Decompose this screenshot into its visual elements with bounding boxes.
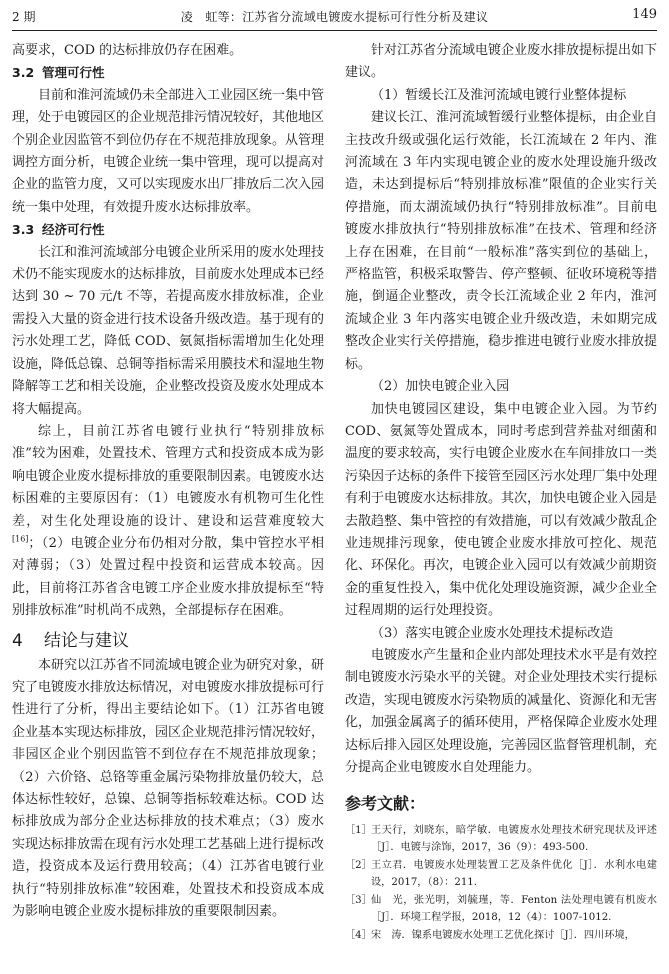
recommendation-2-text: 加快电镀园区建设，集中电镀企业入园。为节约 COD、氨氮等处置成本，同时考虑到营养盐对细菌和温度的要求较高，实行电镀企业废水在车间排放口一类污染因子达标的条件下接管至园区污水处理厂集中处理有利于电镀废水达标排放。其次，加快电镀企业入园是去散趋整、集中管控的有效措施，可以有效减少散乱企业违规排污现象，使电镀企业废水排放可控化、规范化、环保化。再次，电镀企业入园可以有效减少前期资金的重复性投入，集中优化处理设施资源，减少企业全过程周期的运行处理投资。 xyxy=(345,401,658,619)
issue-number: 2 期 xyxy=(12,10,36,24)
page-header xyxy=(12,0,657,31)
recommendation-1-title: （1）暂缓长江及淮河流域电镀行业整体提标 xyxy=(371,87,627,103)
reference-item: ［1］ 王天行，刘晓东，暗学敏．电镀废水处理技术研究现状及评述［J］．电镀与涂饰，2017，36（9）：493-500. xyxy=(345,824,657,853)
recommendations-intro: 针对江苏省分流域电镀企业废水排放提标提出如下建议。 xyxy=(345,43,658,81)
recommendation-1-text: 建议长江、淮河流域暂缓行业整体提标，由企业自主技改升级或强化运行效能，长江流域在 2 年内、淮河流域在 3 年内实现电镀企业的废水处理设施升级改造，未达到提标后“特别排放标准”限值的企业实行关停措施，而太湖流域仍执行“特别排放标准”。目前电镀废水排放执行“特别排放标准”在技术、管理和经济上存在困难，在目前“一般标准”落实到位的基础上，严格监管，积极采取警告、停产整顿、征收环境税等措施，倒逼企业整改，责令长江流域企业 2 年内，淮河流域企业 3 年内落实电镀企业升级改造，未如期完成整改企业实行关停措施，稳步推进电镀行业废水排放提标。 xyxy=(345,110,658,372)
section-4-text: 本研究以江苏省不同流域电镀企业为研究对象，研究了电镀废水排放达标情况，对电镀废水排放提标可行性进行了分析，得出主要结论如下。（1）江苏省电镀企业基本实现达标排放，园区企业规范排污情况较好，非园区企业个别因监管不到位存在不规范排放现象；（2）六价铬、总铬等重金属污染物排放量仍较大，总体达标性较好，总镍、总铜等指标较难达标。COD 达标排放成为部分企业达标排放的技术难点；（3）废水实现达标排放需在现有污水处理工艺基础上进行提标改造，投资成本及运行费用较高；（4）江苏省电镀行业执行“特别排放标准”较困难，处置技术和投资成本成为影响电镀企业废水提标排放的重要限制因素。 xyxy=(12,657,325,920)
right-column xyxy=(345,40,657,945)
reference-item: ［2］ 王立君．电镀废水处理装置工艺及条件优化［J］．水利水电建设，2017，（8）：211. xyxy=(345,859,657,888)
section-3-2-text: 目前和淮河流域仍未全部进入工业园区统一集中管理，处于电镀园区的企业规范排污情况较好，其他地区个别企业因监管不到位仍存在不规范排放现象。从管理调控方面分析，电镀企业统一集中管理，现可以提高对企业的监管力度，又可以实现废水出厂排放后二次入园统一集中处理，有效提升废水达标排放率。 xyxy=(12,87,325,215)
recommendation-2-title: （2）加快电镀企业入园 xyxy=(371,379,510,395)
section-4-heading: 4 结论与建议 xyxy=(12,630,129,651)
reference-item: ［3］ 仙 光，张光明，刘毓瑾，等．Fenton 法处理电镀有机废水［J］．环境工程学报，2018，12（4）：1007-1012. xyxy=(345,894,657,923)
references-heading: 参考文献： xyxy=(345,794,426,814)
paragraph-continued: 高要求，COD 的达标排放仍存在困难。 xyxy=(12,43,243,58)
section-3-3-text: 长江和淮河流域部分电镀企业所采用的废水处理技术仍不能实现废水的达标排放，目前废水处理成本已经达到 30 ~ 70 元/t 不等，若提高废水排放标准，企业需投入大量的资金进行技术设备升级改造。基于现有的污水处理工艺，降低 COD、氨氮指标需增加生化处理设施，降低总镍、总铜等指标需采用膜技术和湿地生物降解等工艺和相关设施，企业整改投资及废水处理成本将大幅提高。 xyxy=(12,244,325,417)
recommendation-3-title: （3）落实电镀企业废水处理技术提标改造 xyxy=(371,625,614,641)
citation-16: [16] xyxy=(12,534,29,544)
section-3-3-heading: 3.3 经济可行性 xyxy=(12,222,105,238)
page-number: 149 xyxy=(632,7,657,22)
reference-item: ［4］ 宋 涛．镍系电镀废水处理工艺优化探讨［J］．四川环境， xyxy=(345,929,635,941)
running-title: 凌 虹等：江苏省分流域电镀废水提标可行性分析及建议 xyxy=(180,10,489,24)
summary-paragraph: 综上，目前江苏省电镀行业执行“特别排放标准”较为困难，处置技术、管理方式和投资成本成为影响电镀企业废水提标排放的重要限制因素。电镀废水达标困难的主要原因有：（1）电镀废水有机物可生化性差，对生化处理设施的设计、建设和运营难度较大[16]；（2）电镀企业分布仍相对分散，集中管控水平相对薄弱；（3）处置过程中投资和运营成本较高。因此，目前将江苏省含电镀工序企业废水排放提标至“特别排放标准”时机尚不成熟，全部提标存在困难。 xyxy=(12,423,325,619)
section-3-2-heading: 3.2 管理可行性 xyxy=(12,65,105,81)
recommendation-3-text: 电镀废水产生量和企业内部处理技术水平是有效控制电镀废水污染水平的关键。对企业处理技术实行提标改造，实现电镀废水污染物质的减量化、资源化和无害化，加强金属离子的循环使用，严格保障企业废水处理达标后排入园区处理设施，完善园区监督管理机制，充分提高企业电镀废水自处理能力。 xyxy=(345,647,658,775)
left-column xyxy=(12,40,324,923)
references-list xyxy=(345,822,657,944)
